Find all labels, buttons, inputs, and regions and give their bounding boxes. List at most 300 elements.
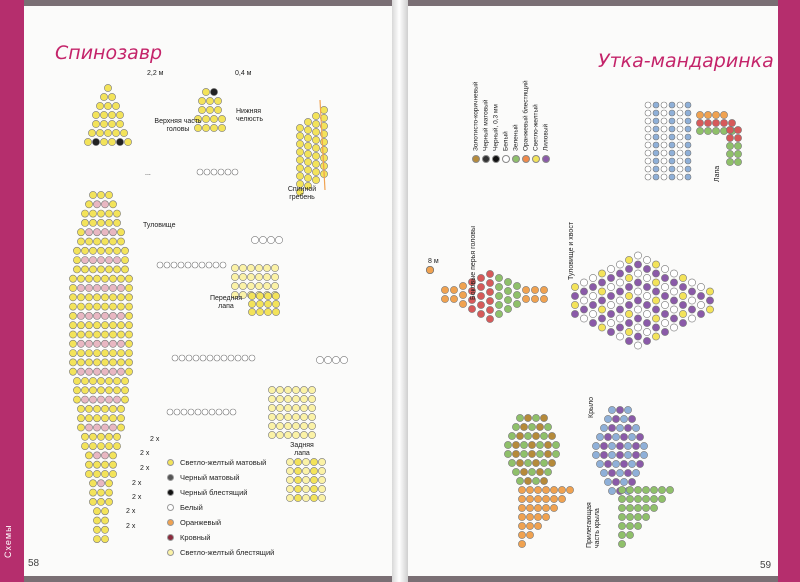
bead: [294, 467, 301, 474]
legend-item: [167, 485, 274, 500]
bead: [93, 238, 100, 245]
bead: [536, 468, 543, 475]
bead: [116, 111, 123, 118]
front-paw-label: Передняя лапа: [209, 295, 243, 310]
bead: [197, 169, 203, 175]
bead: [121, 247, 128, 254]
bead: [486, 297, 493, 304]
bead: [628, 478, 635, 485]
bead: [85, 275, 92, 282]
bead: [308, 404, 315, 411]
bead: [653, 142, 659, 148]
bead: [669, 174, 675, 180]
bead: [643, 274, 650, 281]
bead: [512, 450, 519, 457]
bead: [626, 531, 633, 538]
bead: [300, 395, 307, 402]
bead: [109, 303, 116, 310]
bead: [720, 111, 727, 118]
bead: [206, 97, 213, 104]
bead-color-swatch: [482, 155, 490, 163]
bead: [264, 308, 271, 315]
bead: [566, 486, 573, 493]
bead: [571, 310, 578, 317]
bead: [459, 300, 466, 307]
bead: [589, 292, 596, 299]
bead: [101, 350, 108, 357]
bead: [634, 495, 641, 502]
bead: [652, 297, 659, 304]
bead: [100, 111, 107, 118]
bead: [81, 210, 88, 217]
bead-color-swatch: [492, 155, 500, 163]
bead: [320, 146, 327, 153]
bead: [193, 355, 199, 361]
bead: [669, 150, 675, 156]
bead: [105, 210, 112, 217]
bead: [304, 150, 311, 157]
bead: [97, 247, 104, 254]
bead: [85, 368, 92, 375]
bead: [178, 262, 184, 268]
bead: [632, 442, 639, 449]
bead: [520, 468, 527, 475]
bead: [534, 486, 541, 493]
bead: [542, 513, 549, 520]
bead: [441, 295, 448, 302]
bead: [113, 257, 120, 264]
bead: [81, 266, 88, 273]
bead: [304, 174, 311, 181]
bead: [518, 540, 525, 547]
bead: [93, 461, 100, 468]
bead: [596, 433, 603, 440]
bead: [77, 350, 84, 357]
bead: [121, 396, 128, 403]
bead: [661, 134, 667, 140]
bead: [679, 319, 686, 326]
bead: [670, 288, 677, 295]
bead: [624, 469, 631, 476]
bead-color-swatch: [167, 534, 174, 541]
bead: [85, 405, 92, 412]
bead: [645, 158, 651, 164]
bead: [616, 270, 623, 277]
bead: [284, 413, 291, 420]
bead: [653, 126, 659, 132]
bead: [214, 97, 221, 104]
bead: [542, 495, 549, 502]
bead: [104, 84, 111, 91]
bead: [634, 279, 641, 286]
bead: [524, 459, 531, 466]
bead: [312, 120, 319, 127]
bead: [679, 292, 686, 299]
bead: [679, 283, 686, 290]
bead: [685, 142, 691, 148]
bead: [89, 257, 96, 264]
upper-head-label: Верхняя часть головы: [154, 118, 202, 133]
bead: [548, 432, 555, 439]
bead: [117, 368, 124, 375]
bead: [524, 477, 531, 484]
bead: [712, 127, 719, 134]
bead: [522, 295, 529, 302]
bead: [267, 236, 274, 243]
bead: [652, 288, 659, 295]
bead: [69, 294, 76, 301]
bead: [653, 110, 659, 116]
bead: [105, 219, 112, 226]
bead: [121, 387, 128, 394]
bead: [85, 470, 92, 477]
bead: [486, 270, 493, 277]
legend-item: [472, 82, 480, 163]
bead: [670, 324, 677, 331]
bead: [618, 513, 625, 520]
bead: [202, 409, 208, 415]
bead: [596, 460, 603, 467]
bead: [100, 120, 107, 127]
bead: [669, 158, 675, 164]
bead: [604, 415, 611, 422]
bead: [652, 261, 659, 268]
bead: [300, 431, 307, 438]
bead: [640, 451, 647, 458]
bead: [296, 140, 303, 147]
bead: [726, 158, 733, 165]
bead: [101, 526, 108, 533]
bead: [109, 368, 116, 375]
bead: [628, 433, 635, 440]
legend-label: Зеленый: [512, 124, 520, 151]
bead: [534, 513, 541, 520]
bead: [618, 522, 625, 529]
bead: [670, 315, 677, 322]
bead: [85, 238, 92, 245]
bead: [121, 266, 128, 273]
bead: [125, 294, 132, 301]
bead: [704, 127, 711, 134]
bead: [669, 134, 675, 140]
bead: [661, 110, 667, 116]
bead: [73, 257, 80, 264]
bead: [528, 423, 535, 430]
bead: [312, 128, 319, 135]
bead: [117, 322, 124, 329]
bead: [172, 355, 178, 361]
legend-item: [482, 100, 490, 163]
bead: [73, 377, 80, 384]
legend-label: Черный, 0,3 мм: [492, 104, 500, 151]
bead: [604, 478, 611, 485]
bead: [531, 295, 538, 302]
bead: [73, 266, 80, 273]
bead: [239, 273, 246, 280]
bead: [628, 415, 635, 422]
bead: [117, 303, 124, 310]
bead: [645, 126, 651, 132]
bead: [634, 522, 641, 529]
bead: [117, 229, 124, 236]
bead: [116, 138, 123, 145]
bead: [661, 118, 667, 124]
bead: [620, 415, 627, 422]
bead: [734, 158, 741, 165]
bead: [263, 264, 270, 271]
bead: [276, 413, 283, 420]
bead: [634, 252, 641, 259]
bead: [85, 284, 92, 291]
bead: [598, 324, 605, 331]
bead: [726, 150, 733, 157]
bead: [89, 377, 96, 384]
bead: [210, 124, 217, 131]
bead: [620, 433, 627, 440]
bead: [93, 275, 100, 282]
bead: [624, 451, 631, 458]
bead: [550, 504, 557, 511]
bead: [312, 160, 319, 167]
bead: [89, 266, 96, 273]
bead: [276, 422, 283, 429]
spine-crest-label: Спинной гребень: [287, 186, 317, 201]
repeat-label-1: 2 х: [150, 436, 160, 443]
bead: [113, 210, 120, 217]
bead: [97, 266, 104, 273]
bead: [661, 158, 667, 164]
bead: [81, 257, 88, 264]
bead: [661, 150, 667, 156]
bead: [113, 443, 120, 450]
bead: [302, 458, 309, 465]
bead: [112, 102, 119, 109]
bead: [540, 414, 547, 421]
bead: [661, 174, 667, 180]
bead: [93, 340, 100, 347]
bead: [607, 274, 614, 281]
lower-jaw-label: Нижняя челюсть: [236, 108, 263, 123]
bead: [544, 441, 551, 448]
bead: [104, 129, 111, 136]
bead: [308, 422, 315, 429]
bead: [271, 273, 278, 280]
bead: [239, 264, 246, 271]
bead: [302, 476, 309, 483]
bead: [616, 261, 623, 268]
bead: [101, 331, 108, 338]
bead: [109, 424, 116, 431]
bead: [632, 424, 639, 431]
side-feathers-label: Боковые перья головы: [470, 225, 477, 300]
bead: [85, 461, 92, 468]
bead: [296, 156, 303, 163]
bead: [204, 169, 210, 175]
legend-item: [167, 530, 274, 545]
bead: [528, 468, 535, 475]
bead: [625, 328, 632, 335]
bead: [642, 495, 649, 502]
bead: [179, 355, 185, 361]
bead: [69, 350, 76, 357]
bead: [77, 415, 84, 422]
right-page-title: Утка-мандаринка: [598, 50, 774, 72]
bead: [677, 110, 683, 116]
bead: [508, 432, 515, 439]
bead: [534, 495, 541, 502]
bead-color-swatch: [167, 519, 174, 526]
size-label-b: 0,4 м: [235, 70, 252, 77]
bead: [73, 247, 80, 254]
bead: [105, 433, 112, 440]
bead: [113, 219, 120, 226]
bead: [93, 229, 100, 236]
bead: [93, 312, 100, 319]
bead: [696, 127, 703, 134]
bead: [607, 328, 614, 335]
right-legend: [472, 45, 572, 165]
bead: [308, 395, 315, 402]
bead: [117, 312, 124, 319]
bead: [312, 144, 319, 151]
bead: [207, 355, 213, 361]
bead: [592, 451, 599, 458]
bead: [677, 174, 683, 180]
bead: [85, 452, 92, 459]
bead: [600, 469, 607, 476]
bead: [571, 292, 578, 299]
bead: [712, 119, 719, 126]
bead: [109, 415, 116, 422]
bead: [300, 422, 307, 429]
bead: [292, 431, 299, 438]
bead: [81, 387, 88, 394]
bead: [93, 201, 100, 208]
bead: [101, 229, 108, 236]
bead: [77, 294, 84, 301]
bead: [109, 284, 116, 291]
bead: [300, 386, 307, 393]
bead: [320, 106, 327, 113]
bead: [608, 469, 615, 476]
bead: [218, 115, 225, 122]
repeat-label-4: 2 х: [132, 480, 142, 487]
bead: [652, 270, 659, 277]
bead: [642, 486, 649, 493]
torso-tail-label: Туловище и хвост: [568, 221, 575, 280]
bead: [256, 292, 263, 299]
bead: [653, 102, 659, 108]
left-page-title: Спинозавр: [55, 42, 163, 64]
bead: [645, 110, 651, 116]
legend-label: Черный блестящий: [180, 488, 248, 497]
bead: [117, 405, 124, 412]
bead: [93, 536, 100, 543]
bead: [117, 424, 124, 431]
bead: [284, 395, 291, 402]
legend-label: Кровный: [180, 533, 211, 542]
bead: [534, 504, 541, 511]
bead: [640, 442, 647, 449]
left-legend: [167, 455, 274, 560]
bead: [97, 377, 104, 384]
bead: [235, 355, 241, 361]
bead: [643, 292, 650, 299]
bead: [310, 485, 317, 492]
bead: [625, 274, 632, 281]
bead: [697, 301, 704, 308]
bead: [89, 247, 96, 254]
bead: [97, 210, 104, 217]
bead: [284, 422, 291, 429]
bead: [540, 432, 547, 439]
bead: [108, 111, 115, 118]
bead: [284, 404, 291, 411]
bead: [589, 319, 596, 326]
bead: [616, 406, 623, 413]
bead: [513, 282, 520, 289]
bead: [544, 468, 551, 475]
bead: [669, 126, 675, 132]
size-label-right: 8 м: [428, 258, 439, 265]
bead: [84, 138, 91, 145]
legend-label: Золотисто-коричневый: [472, 81, 480, 151]
bead: [677, 126, 683, 132]
bead: [105, 443, 112, 450]
bead: [589, 301, 596, 308]
bead: [108, 138, 115, 145]
bead: [520, 441, 527, 448]
bead: [200, 355, 206, 361]
bead: [89, 191, 96, 198]
bead: [688, 288, 695, 295]
bead: [271, 282, 278, 289]
bead: [312, 112, 319, 119]
bead: [117, 340, 124, 347]
bead: [101, 238, 108, 245]
bead: [544, 423, 551, 430]
bead: [223, 409, 229, 415]
legend-item: [167, 455, 274, 470]
bead: [101, 461, 108, 468]
bead: [642, 504, 649, 511]
bead: [624, 442, 631, 449]
bead: [607, 283, 614, 290]
bead: [685, 110, 691, 116]
bead: [174, 409, 180, 415]
bead: [81, 433, 88, 440]
bead: [113, 266, 120, 273]
bead: [643, 256, 650, 263]
bead: [477, 274, 484, 281]
bead: [495, 292, 502, 299]
legend-label: Черный матовый: [180, 473, 240, 482]
bead: [634, 513, 641, 520]
bead: [93, 368, 100, 375]
bead: [704, 111, 711, 118]
bead: [518, 522, 525, 529]
bead: [518, 495, 525, 502]
bead: [121, 377, 128, 384]
bead: [706, 306, 713, 313]
bead: [88, 129, 95, 136]
bead: [677, 166, 683, 172]
bead: [679, 301, 686, 308]
bead: [661, 328, 668, 335]
bead: [109, 229, 116, 236]
bead: [276, 386, 283, 393]
bead: [536, 441, 543, 448]
